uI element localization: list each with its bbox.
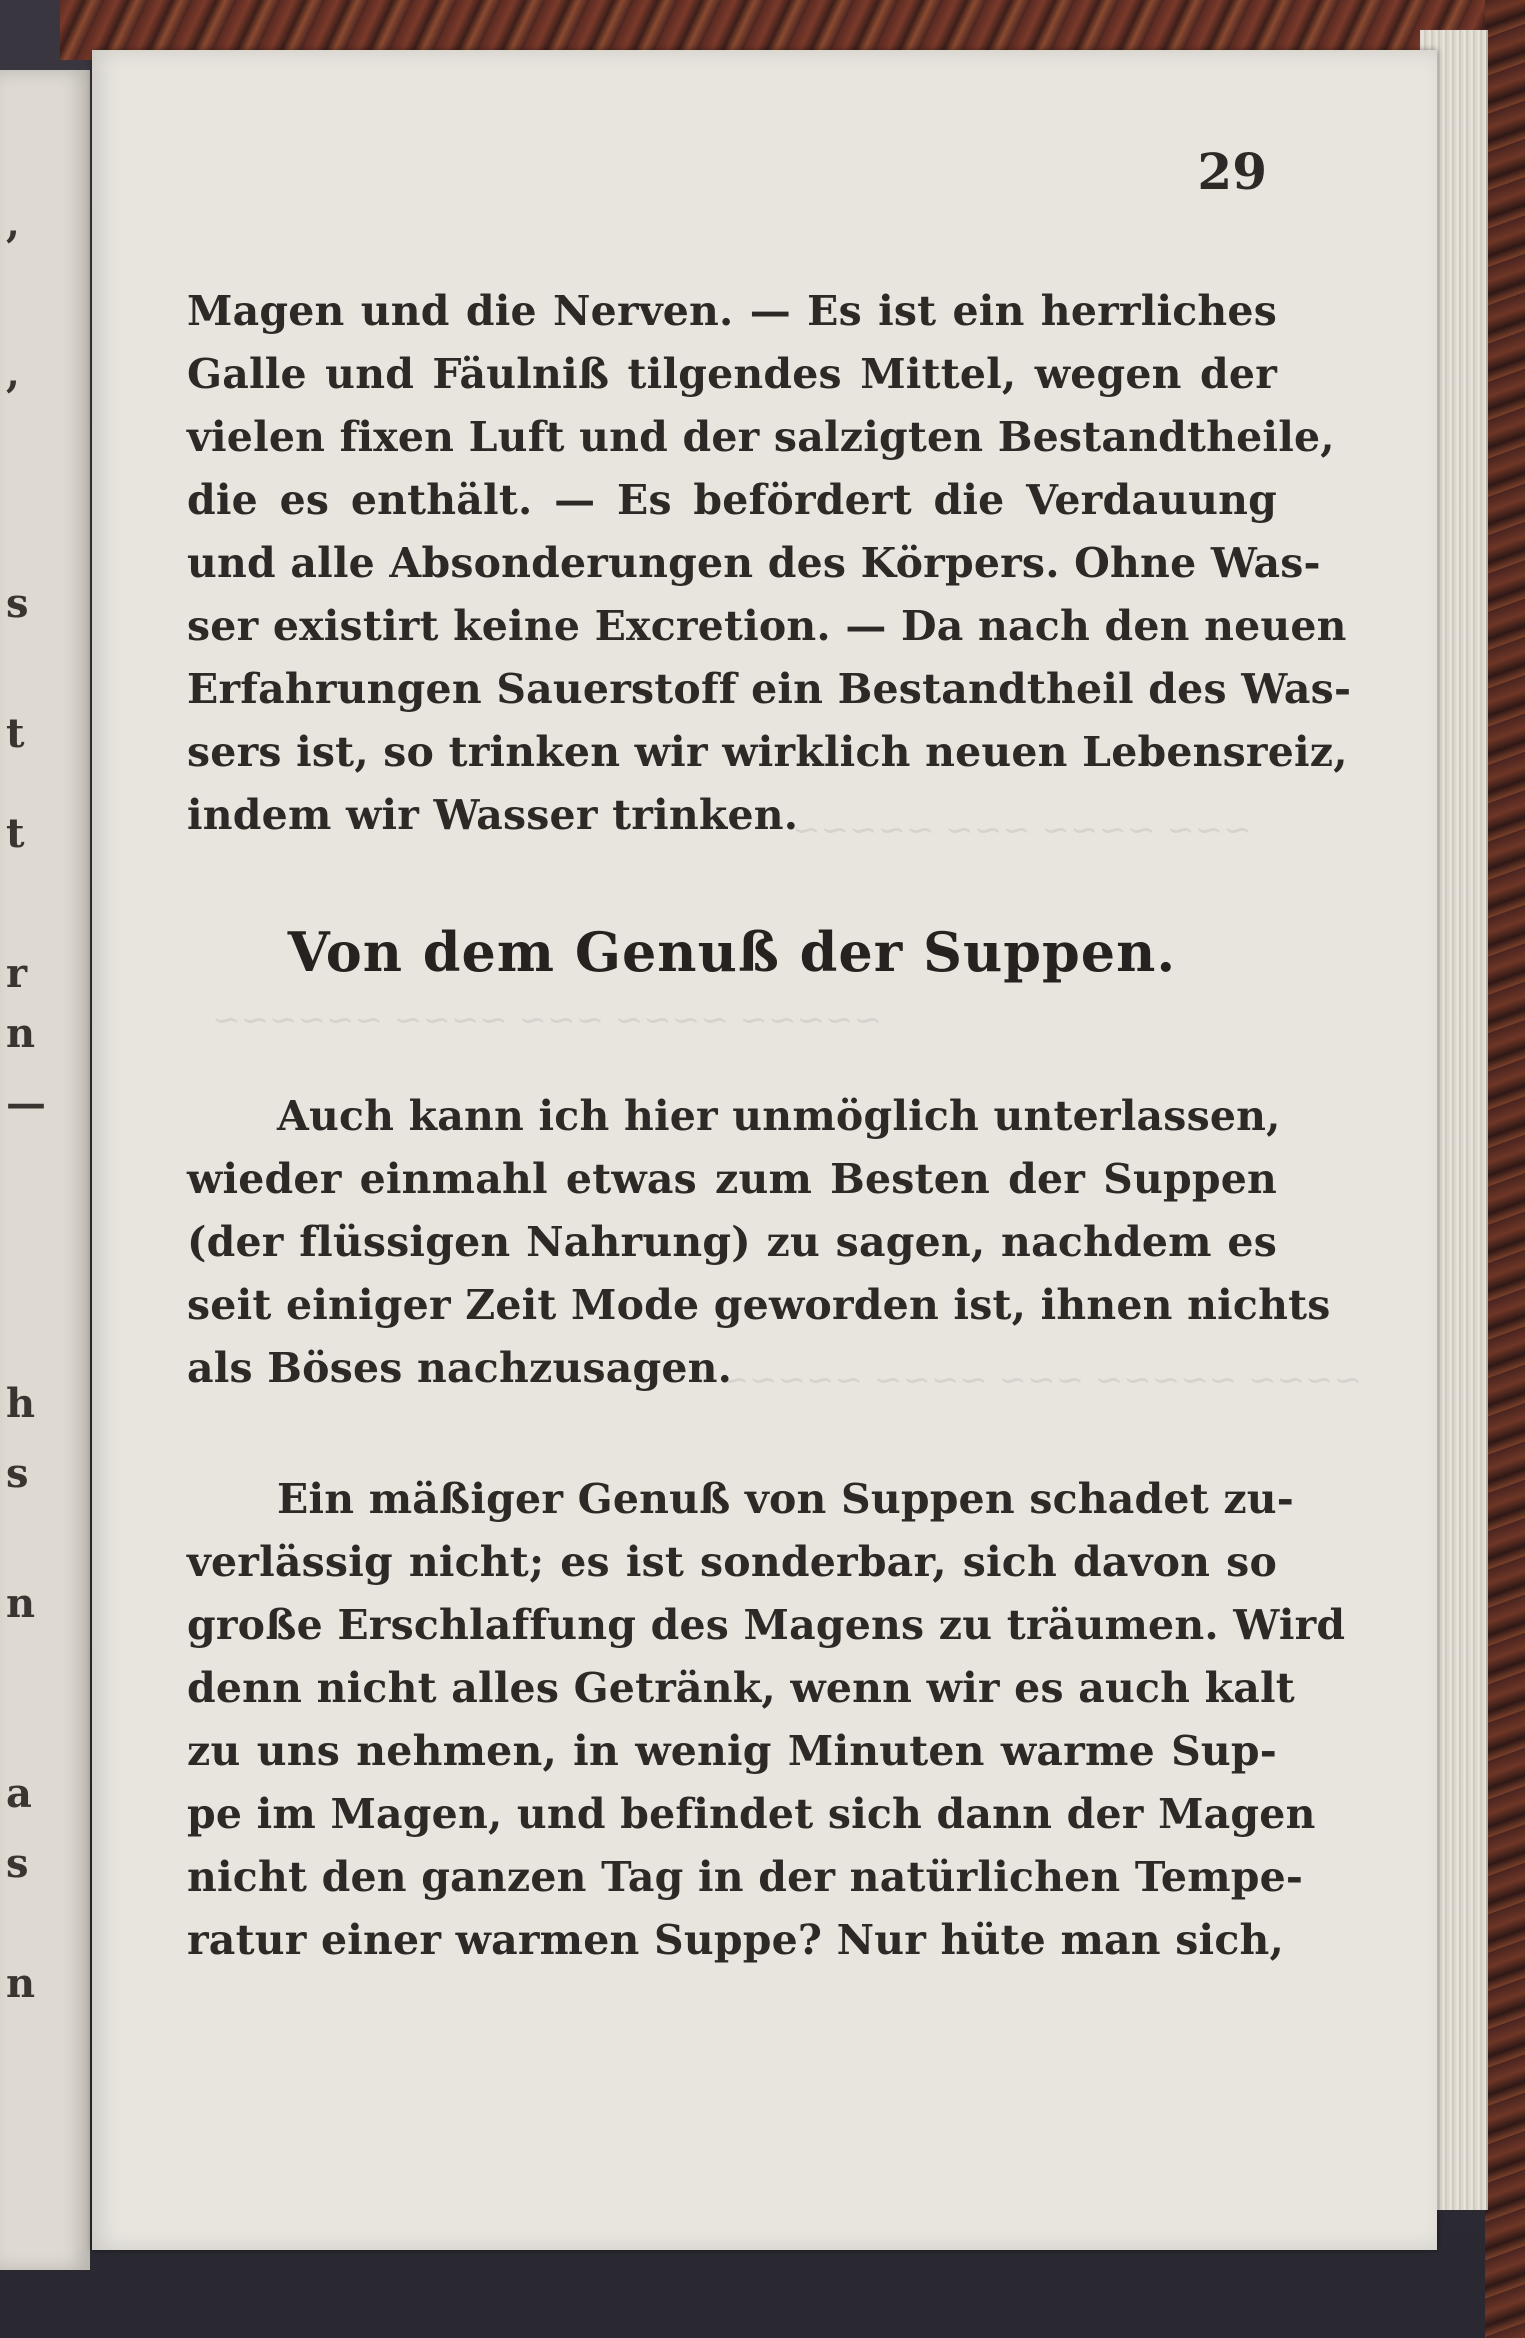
- left-page-fragment: h: [6, 1380, 36, 1427]
- section-heading: Von dem Genuß der Suppen.: [287, 920, 1177, 984]
- left-page-fragment: t: [6, 810, 25, 857]
- text-line: und alle Absonderungen des Körpers. Ohne Was-: [187, 539, 1321, 587]
- left-page-fragment: s: [6, 580, 29, 627]
- text-line: Magen und die Nerven. — Es ist ein herrliches: [187, 287, 1277, 335]
- text-line: (der flüssigen Nahrung) zu sagen, nachdem es: [187, 1218, 1277, 1266]
- left-page-fragment: s: [6, 1840, 29, 1887]
- left-page-fragment: ,: [6, 200, 20, 247]
- paragraph-1: [187, 280, 1352, 847]
- paragraph-2: [187, 1085, 1331, 1400]
- text-line: Galle und Fäulniß tilgendes Mittel, wegen der: [187, 350, 1277, 398]
- left-page-fragment: —: [6, 1080, 46, 1127]
- text-line: seit einiger Zeit Mode geworden ist, ihnen nichts: [187, 1281, 1331, 1329]
- text-line: Ein mäßiger Genuß von Suppen schadet zu-: [277, 1475, 1295, 1523]
- text-line: die es enthält. — Es befördert die Verdauung: [187, 476, 1277, 524]
- bleed-through-texture: ~~~~~ ~~~~ ~~~ ~~~~ ~~~~~~: [212, 1000, 882, 1040]
- text-line: indem wir Wasser trinken.: [187, 791, 799, 839]
- text-line: pe im Magen, und befindet sich dann der Magen: [187, 1790, 1316, 1838]
- left-page-fragment: t: [6, 710, 25, 757]
- left-page-fragment: s: [6, 1450, 29, 1497]
- bleed-through-texture: ~~~ ~~~~ ~~~ ~~~~~: [792, 810, 1252, 850]
- text-line: ratur einer warmen Suppe? Nur hüte man sich,: [187, 1916, 1284, 1964]
- text-line: Auch kann ich hier unmöglich unterlassen,: [277, 1092, 1281, 1140]
- text-line: ser existirt keine Excretion. — Da nach den neuen: [187, 602, 1347, 650]
- text-line: sers ist, so trinken wir wirklich neuen Lebensreiz,: [187, 728, 1348, 776]
- left-page-fragment: ,: [6, 350, 20, 397]
- text-line: denn nicht alles Getränk, wenn wir es auch kalt: [187, 1664, 1295, 1712]
- left-page-fragment: r: [6, 950, 28, 997]
- text-line: nicht den ganzen Tag in der natürlichen Tempe-: [187, 1853, 1304, 1901]
- book-page: [92, 50, 1437, 2250]
- text-line: verlässig nicht; es ist sonderbar, sich davon so: [187, 1538, 1277, 1586]
- text-line: wieder einmahl etwas zum Besten der Suppen: [187, 1155, 1277, 1203]
- text-line: große Erschlaffung des Magens zu träumen. Wird: [187, 1601, 1346, 1649]
- left-page-fragment: n: [6, 1580, 36, 1627]
- text-line: zu uns nehmen, in wenig Minuten warme Sup-: [187, 1727, 1277, 1775]
- bleed-through-texture: ~~~~ ~~~~~ ~~~ ~~~~ ~~~~~~: [692, 1360, 1362, 1400]
- page-number: 29: [1197, 142, 1267, 201]
- left-page-fragment: a: [6, 1770, 32, 1817]
- marbled-cover-right: [1485, 0, 1525, 2338]
- left-page-fragment: n: [6, 1010, 36, 1057]
- text-line: Erfahrungen Sauerstoff ein Bestandtheil des Was-: [187, 665, 1352, 713]
- left-page-fragment: n: [6, 1960, 36, 2007]
- text-line: als Böses nachzusagen.: [187, 1344, 733, 1392]
- text-line: vielen fixen Luft und der salzigten Bestandtheile,: [187, 413, 1335, 461]
- previous-page-sliver: [0, 70, 90, 2270]
- paragraph-3: [187, 1468, 1346, 1972]
